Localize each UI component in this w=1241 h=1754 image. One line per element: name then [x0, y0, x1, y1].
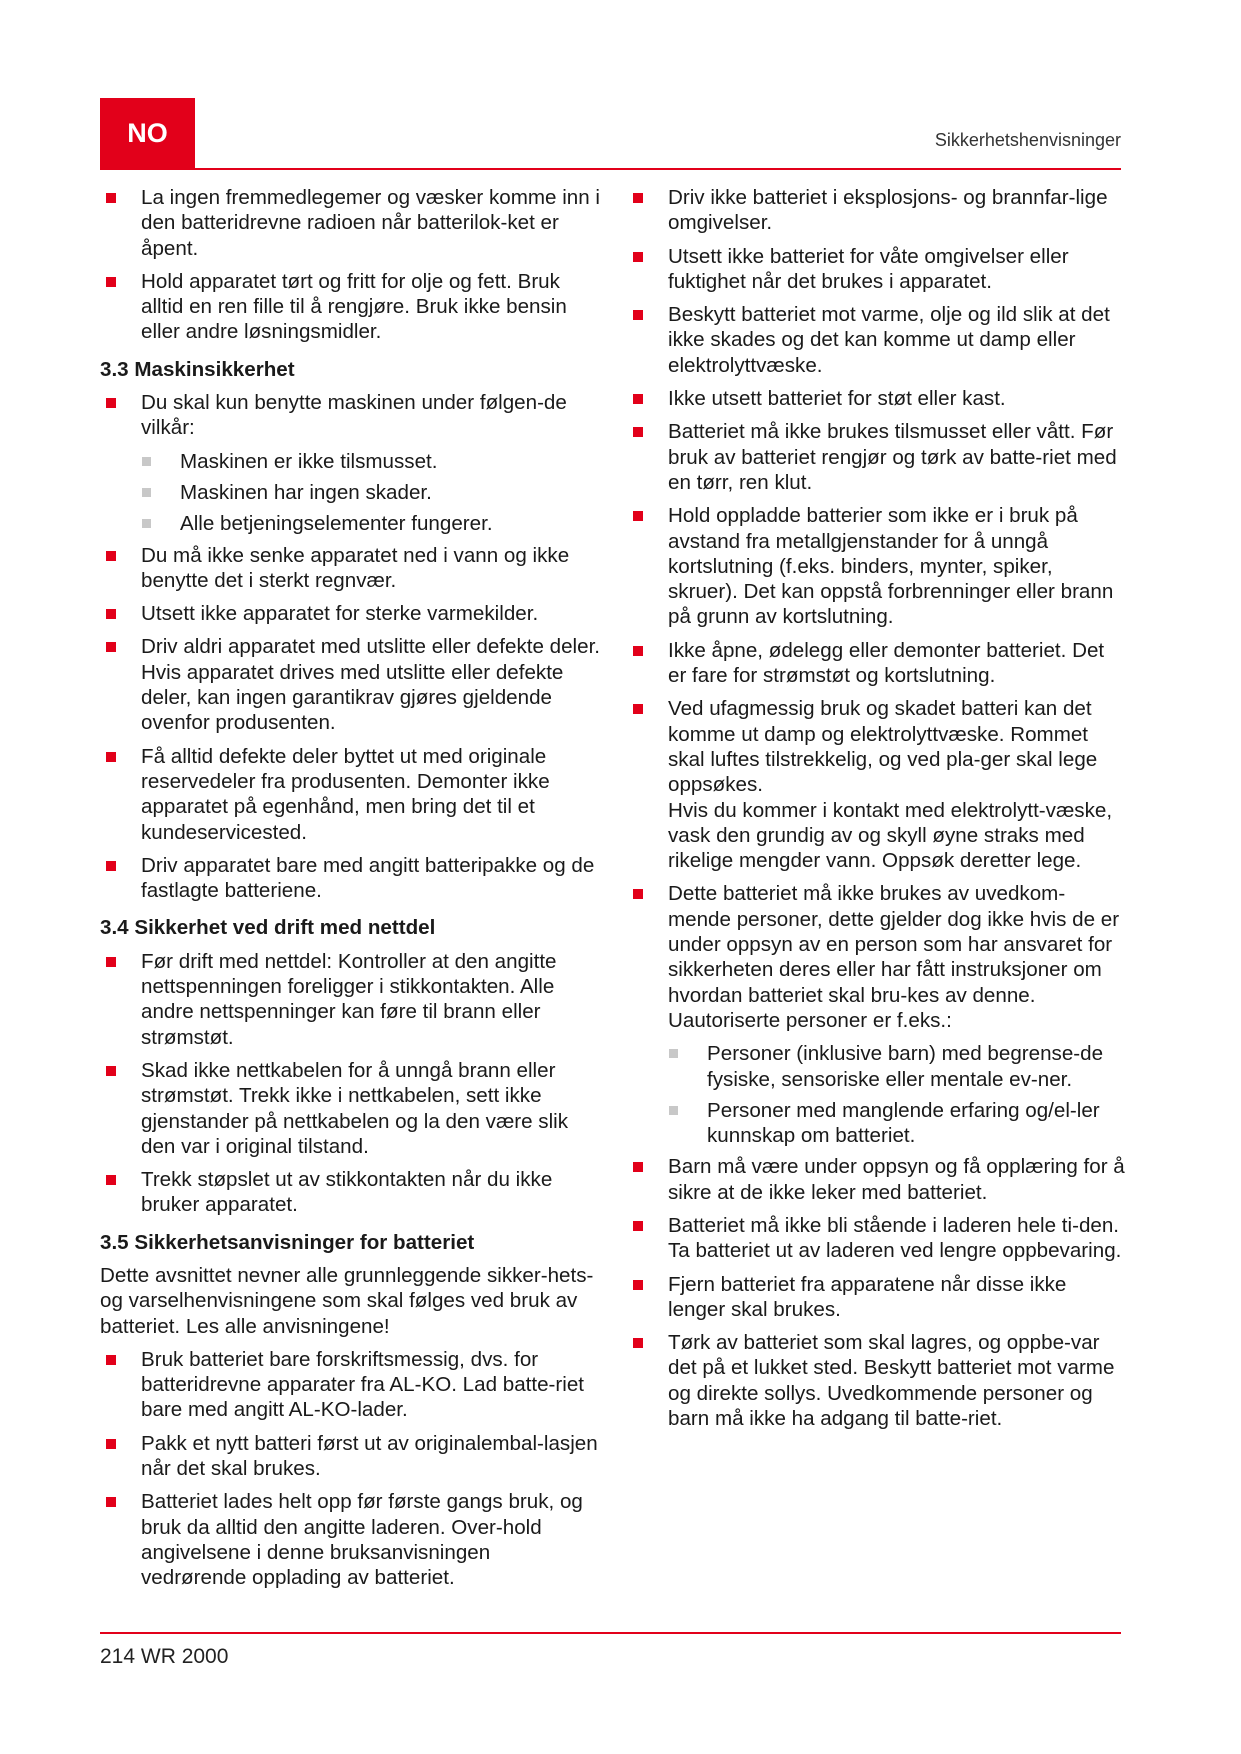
- section-title: Sikkerhetshenvisninger: [934, 130, 1121, 150]
- list-item: Driv aldri apparatet med utslitte eller defekte deler. Hvis apparatet drives med utslitte eller defekte deler, kan ingen garantikrav gjøres gjeldende ovenfor produsenten.: [100, 634, 600, 735]
- list-item: Batteriet må ikke brukes tilsmusset eller vått. Før bruk av batteriet rengjør og tørk av batte-riet med en tørr, ren klut.: [627, 419, 1127, 495]
- list-item: La ingen fremmedlegemer og væsker komme inn i den batteridrevne radioen når batterilok-ket er åpent.: [100, 185, 600, 261]
- footer-divider: [100, 1632, 1121, 1634]
- section-heading: 3.5 Sikkerhetsanvisninger for batteriet: [100, 1230, 475, 1254]
- sub-list-item: Personer (inklusive barn) med begrense-de fysiske, sensoriske eller mentale ev-ner.: [627, 1041, 1127, 1092]
- left-column: [100, 185, 600, 1599]
- page-number: 214 WR 2000: [100, 1645, 229, 1668]
- list-item: Hold oppladde batterier som ikke er i bruk på avstand fra metallgjenstander for å unngå kortslutning (f.eks. binders, mynter, spiker, skruer). Det kan oppstå forbrenninger eller brann på grunn av kortslutning.: [627, 503, 1127, 629]
- list-item: Beskytt batteriet mot varme, olje og ild slik at det ikke skades og det kan komme ut damp eller elektrolyttvæske.: [627, 302, 1127, 378]
- right-column: [627, 185, 1127, 1439]
- sub-list-item: Maskinen har ingen skader.: [100, 480, 600, 505]
- list-item: Fjern batteriet fra apparatene når disse ikke lenger skal brukes.: [627, 1272, 1127, 1323]
- section-heading: 3.4 Sikkerhet ved drift med nettdel: [100, 916, 436, 940]
- list-item: Driv apparatet bare med angitt batteripakke og de fastlagte batteriene.: [100, 853, 600, 904]
- list-item: Få alltid defekte deler byttet ut med originale reservedeler fra produsenten. Demonter ikke apparatet på egenhånd, men bring det til et kundeservicested.: [100, 744, 600, 845]
- header-divider: [100, 168, 1121, 170]
- list-item: Utsett ikke batteriet for våte omgivelser eller fuktighet når det brukes i apparatet.: [627, 244, 1127, 295]
- sub-list-item: Alle betjeningselementer fungerer.: [100, 511, 600, 536]
- list-item: Batteriet må ikke bli stående i laderen hele ti-den. Ta batteriet ut av laderen ved lengre oppbevaring.: [627, 1213, 1127, 1264]
- list-item: Skad ikke nettkabelen for å unngå brann eller strømstøt. Trekk ikke i nettkabelen, sett ikke gjenstander på nettkabelen og la den være slik den var i original tilstand.: [100, 1058, 600, 1159]
- list-item: Før drift med nettdel: Kontroller at den angitte nettspenningen foreligger i stikkontakten. Alle andre nettspenninger kan føre til brann eller strømstøt.: [100, 949, 600, 1050]
- paragraph: Dette avsnittet nevner alle grunnleggende sikker-hets- og varselhenvisningene som skal følges ved bruk av batteriet. Les alle anvisningene!: [100, 1263, 594, 1338]
- language-badge: NO: [100, 98, 195, 168]
- sub-list-item: Personer med manglende erfaring og/el-ler kunnskap om batteriet.: [627, 1098, 1127, 1149]
- list-item: Batteriet lades helt opp før første gangs bruk, og bruk da alltid den angitte laderen. Over-hold angivelsene i denne bruksanvisningen vedrørende opplading av batteriet.: [100, 1489, 600, 1590]
- section-heading: 3.3 Maskinsikkerhet: [100, 357, 295, 381]
- list-item: Ikke åpne, ødelegg eller demonter batteriet. Det er fare for strømstøt og kortslutning.: [627, 638, 1127, 689]
- list-item: Bruk batteriet bare forskriftsmessig, dvs. for batteridrevne apparater fra AL-KO. Lad batte-riet bare med angitt AL-KO-lader.: [100, 1347, 600, 1423]
- list-item: Driv ikke batteriet i eksplosjons- og brannfar-lige omgivelser.: [627, 185, 1127, 236]
- sub-list-item: Maskinen er ikke tilsmusset.: [100, 449, 600, 474]
- list-item: Trekk støpslet ut av stikkontakten når du ikke bruker apparatet.: [100, 1167, 600, 1218]
- list-item: Hold apparatet tørt og fritt for olje og fett. Bruk alltid en ren fille til å rengjøre. Bruk ikke bensin eller andre løsningsmidler.: [100, 269, 600, 345]
- list-item: Tørk av batteriet som skal lagres, og oppbe-var det på et lukket sted. Beskytt batteriet mot varme og direkte sollys. Uvedkommende personer og barn må ikke ha adgang til batte-riet.: [627, 1330, 1127, 1431]
- list-item: Ved ufagmessig bruk og skadet batteri kan det komme ut damp og elektrolyttvæske. Rommet skal luftes tilstrekkelig, og ved pla-ger skal lege oppsøkes. Hvis du kommer i kontakt med elektrolytt-væske, vask den grundig av og skyll øyne straks med rikelige mengder vann. Oppsøk deretter lege.: [627, 696, 1127, 873]
- list-item: Dette batteriet må ikke brukes av uvedkom-mende personer, dette gjelder dog ikke hvis de er under oppsyn av en person som har ansvaret for sikkerheten deres eller har fått instruksjoner om hvordan batteriet skal bru-kes av denne. Uautoriserte personer er f.eks.:: [627, 881, 1127, 1033]
- list-item: Barn må være under oppsyn og få opplæring for å sikre at de ikke leker med batteriet.: [627, 1154, 1127, 1205]
- list-item: Ikke utsett batteriet for støt eller kast.: [627, 386, 1127, 411]
- list-item: Du må ikke senke apparatet ned i vann og ikke benytte det i sterkt regnvær.: [100, 543, 600, 594]
- list-item: Du skal kun benytte maskinen under følgen-de vilkår:: [100, 390, 600, 441]
- list-item: Pakk et nytt batteri først ut av originalembal-lasjen når det skal brukes.: [100, 1431, 600, 1482]
- list-item: Utsett ikke apparatet for sterke varmekilder.: [100, 601, 600, 626]
